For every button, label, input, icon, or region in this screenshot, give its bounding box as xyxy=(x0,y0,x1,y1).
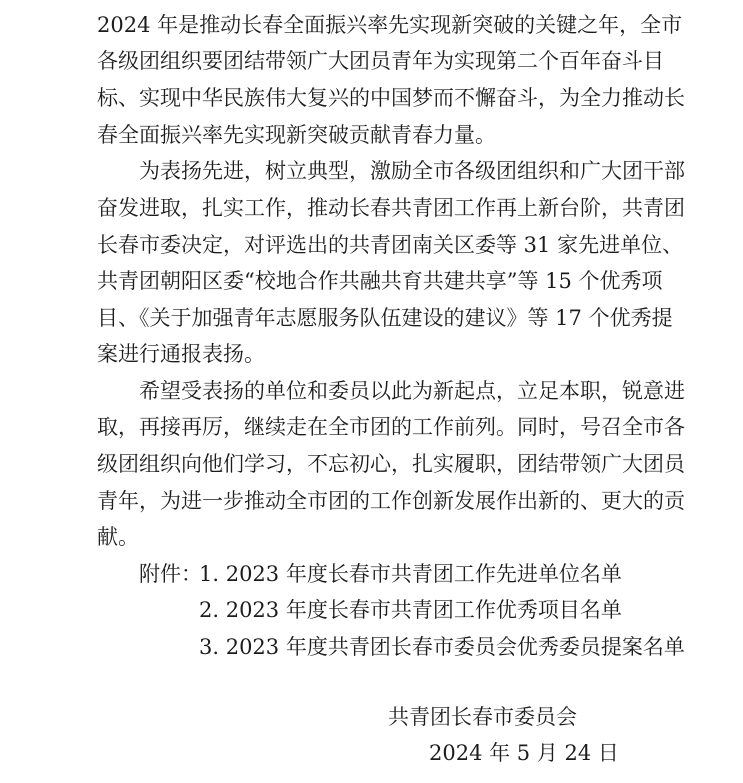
signature-organization: 共青团长春市委员会 xyxy=(388,705,577,729)
paragraph-line: 2024 年是推动长春全面振兴率先实现新突破的关键之年，全市 xyxy=(97,13,683,37)
attachment-item: 3. 2023 年度共青团长春市委员会优秀委员提案名单 xyxy=(199,635,685,659)
signature-date: 2024 年 5 月 24 日 xyxy=(429,741,619,765)
paragraph-line: 级团组织向他们学习，不忘初心，扎实履职，团结带领广大团员 xyxy=(97,452,685,476)
paragraph-line: 献。 xyxy=(97,525,139,549)
paragraph-line: 各级团组织要团结带领广大团员青年为实现第二个百年奋斗目 xyxy=(97,49,664,73)
paragraph-line: 案进行通报表扬。 xyxy=(97,342,265,366)
paragraph-line: 共青团朝阳区委“校地合作共融共育共建共享”等 15 个优秀项 xyxy=(97,269,663,293)
paragraph-line: 标、实现中华民族伟大复兴的中国梦而不懈奋斗，为全力推动长 xyxy=(97,86,685,110)
paragraph-line: 青年，为进一步推动全市团的工作创新发展作出新的、更大的贡 xyxy=(97,489,685,513)
paragraph-line: 奋发进取，扎实工作，推动长春共青团工作再上新台阶，共青团 xyxy=(97,196,685,220)
paragraph-line: 希望受表扬的单位和委员以此为新起点，立足本职，锐意进 xyxy=(139,379,685,403)
attachment-item: 2. 2023 年度长春市共青团工作优秀项目名单 xyxy=(199,598,622,622)
attachment-item: 1. 2023 年度长春市共青团工作先进单位名单 xyxy=(199,562,622,586)
paragraph-line: 为表扬先进，树立典型，激励全市各级团组织和广大团干部 xyxy=(139,159,685,183)
attachments-label: 附件： xyxy=(139,562,202,586)
paragraph-line: 长春市委决定，对评选出的共青团南关区委等 31 家先进单位、 xyxy=(97,233,684,257)
paragraph-line: 春全面振兴率先实现新突破贡献青春力量。 xyxy=(97,123,496,147)
paragraph-line: 目、《关于加强青年志愿服务队伍建设的建议》等 17 个优秀提 xyxy=(97,306,673,330)
paragraph-line: 取，再接再厉，继续走在全市团的工作前列。同时，号召全市各 xyxy=(97,415,685,439)
